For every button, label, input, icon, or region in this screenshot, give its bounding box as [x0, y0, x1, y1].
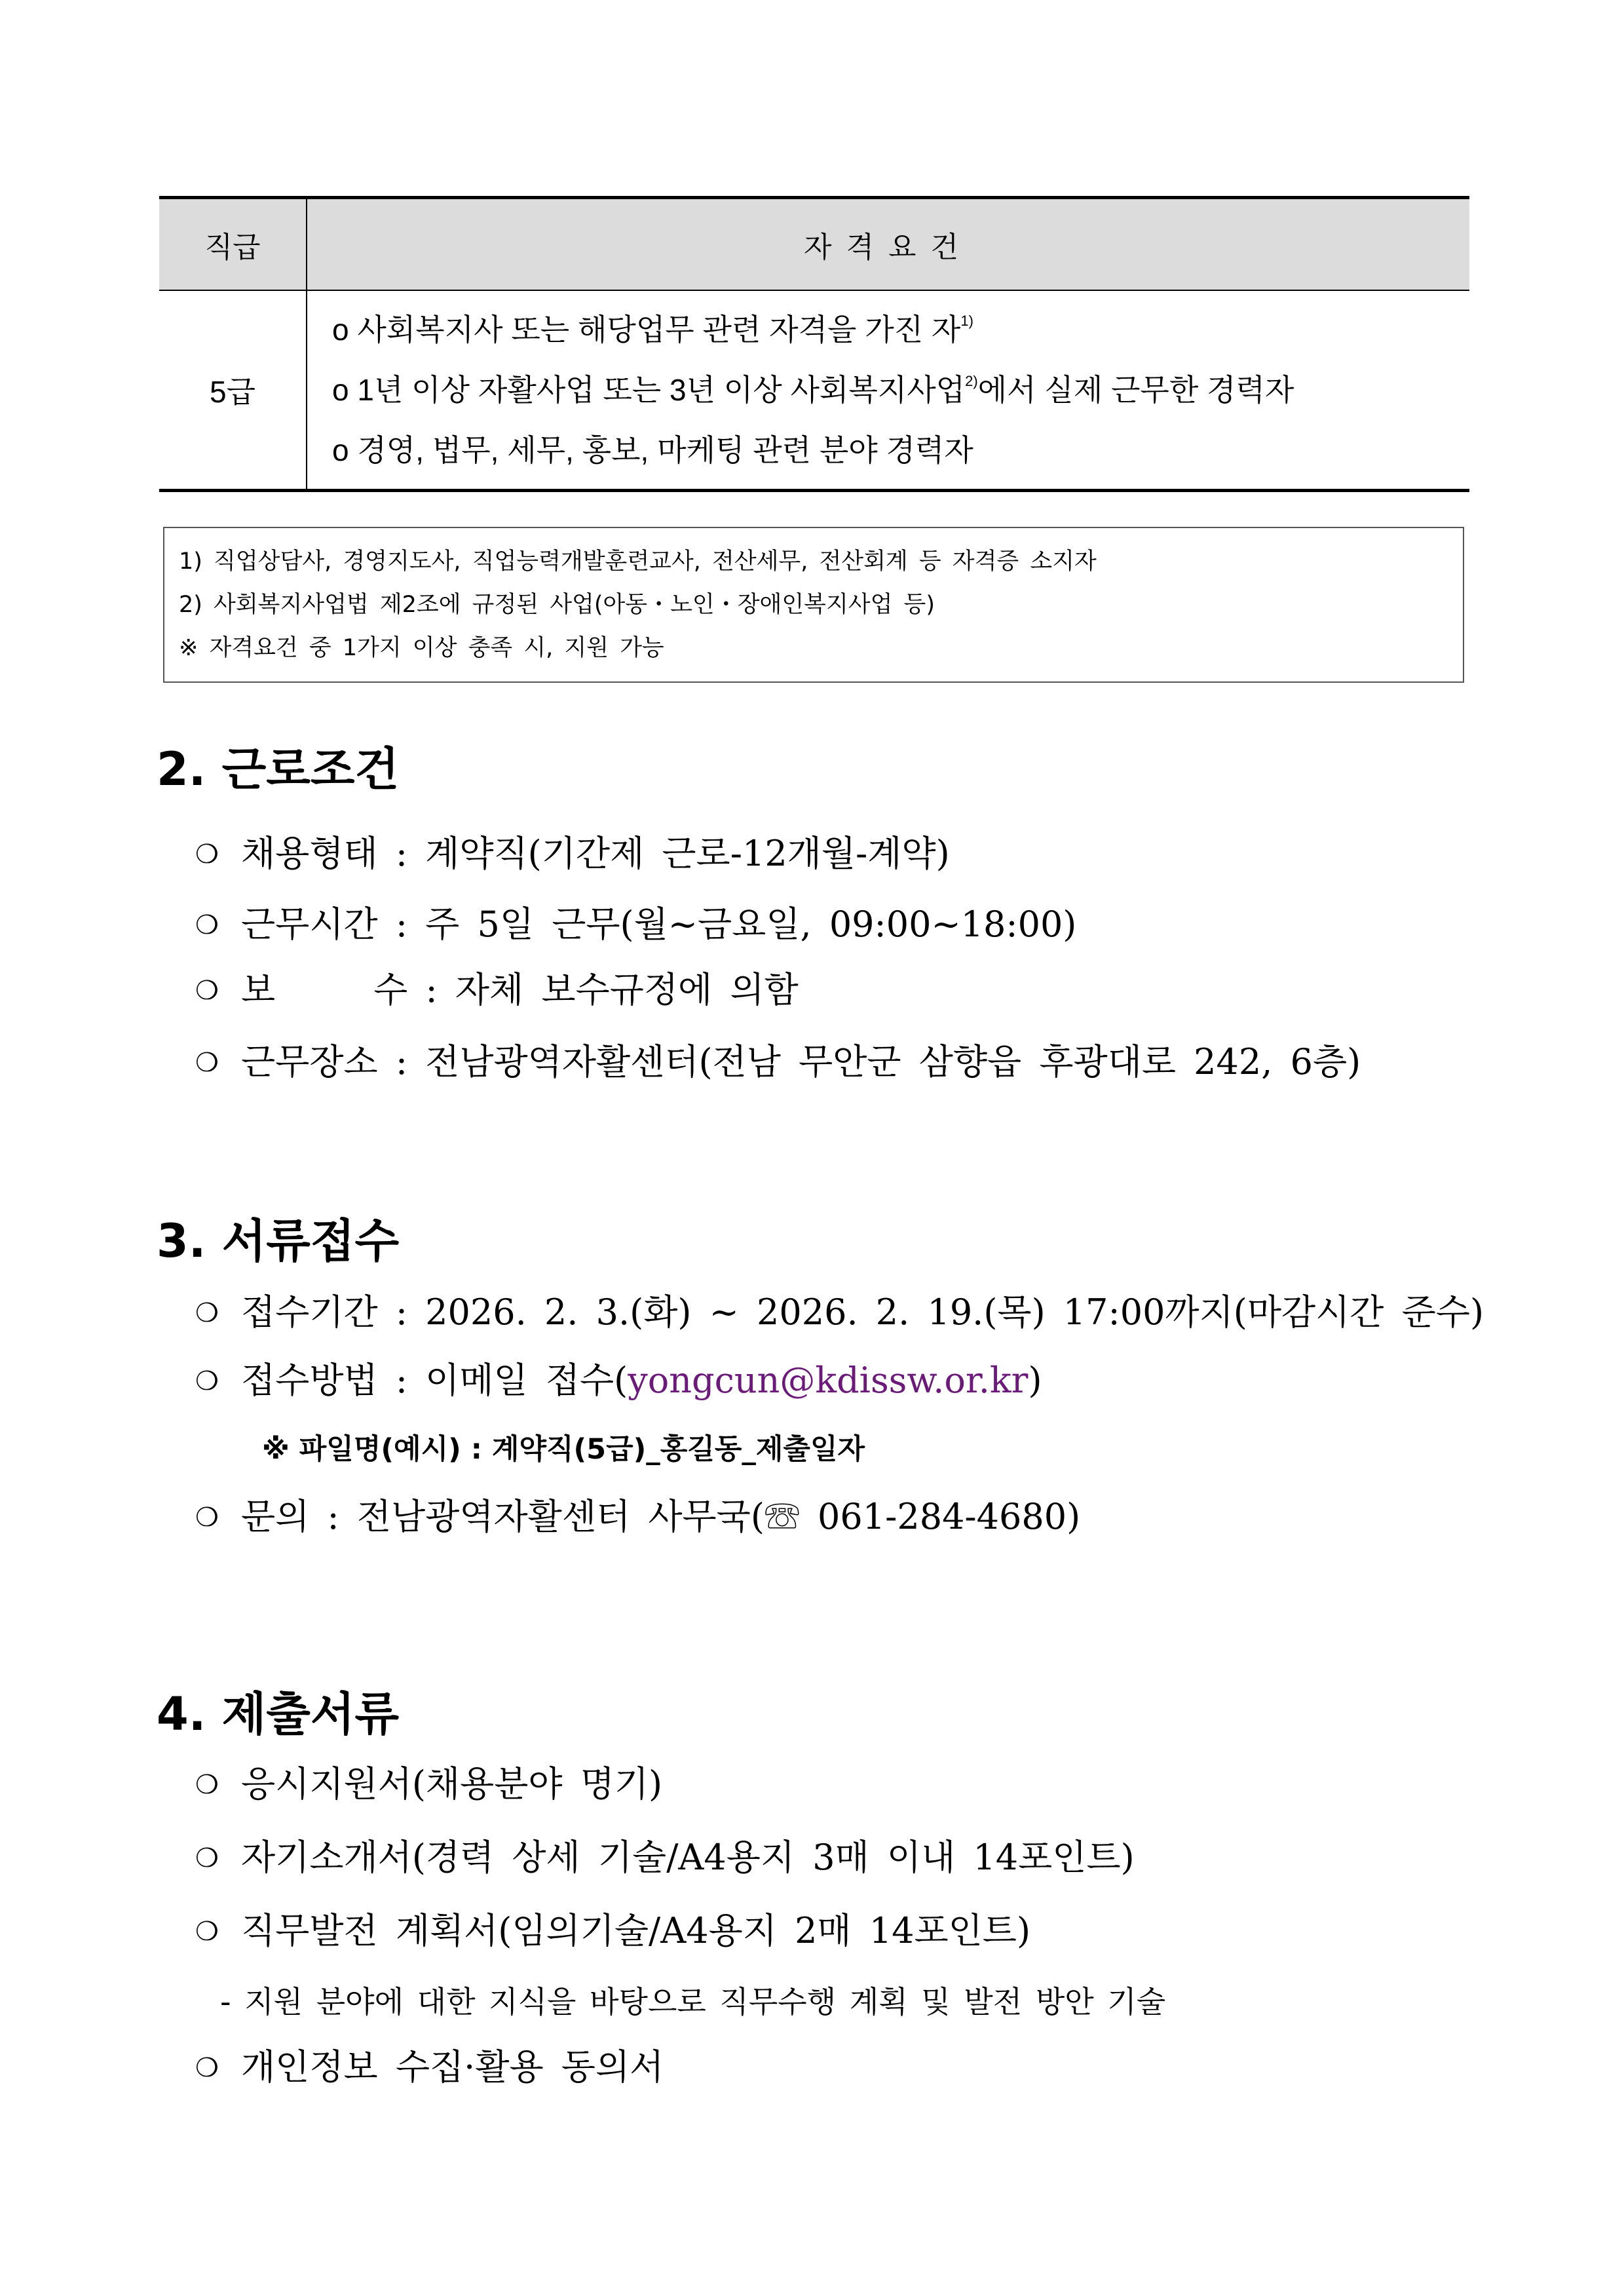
- list-item: [195, 1761, 662, 1808]
- footnote-ref: 2): [965, 373, 978, 389]
- list-item: [195, 1290, 1484, 1336]
- table-row: [159, 290, 1469, 491]
- requirement-item: [332, 360, 1469, 420]
- item-label: 수: [373, 969, 408, 1010]
- item-text: 개인정보 수집·활용 동의서: [241, 2046, 664, 2088]
- circle-bullet-icon: ❍: [195, 1298, 219, 1328]
- header-grade: 직급: [159, 198, 307, 291]
- list-item: [195, 1039, 1361, 1086]
- item-text: : 자체 보수규정에 의함: [425, 969, 799, 1010]
- circle-bullet-icon: ❍: [195, 2053, 219, 2083]
- section-heading-working-conditions: 2. 근로조건: [157, 742, 400, 796]
- circle-bullet-icon: ❍: [195, 1770, 219, 1800]
- item-text: 근무시간 : 주 5일 근무(월~금요일, 09:00~18:00): [241, 904, 1077, 945]
- list-item: [195, 1908, 1030, 1955]
- file-name-note: ※ 파일명(예시) : 계약직(5급)_홍길동_제출일자: [262, 1433, 865, 1466]
- item-text: 자기소개서(경력 상세 기술/A4용지 3매 이내 14포인트): [241, 1837, 1135, 1878]
- sub-item: - 지원 분야에 대한 지식을 바탕으로 직무수행 계획 및 발전 방안 기술: [220, 1984, 1166, 2019]
- requirement-text: 경영, 법무, 세무, 홍보, 마케팅 관련 분야 경력자: [357, 433, 973, 467]
- list-item: [195, 1358, 1042, 1404]
- circle-bullet-icon: ❍: [195, 1917, 219, 1947]
- list-item: [195, 902, 1076, 948]
- notes-box: [163, 527, 1464, 683]
- footnote-ref: 1): [960, 313, 973, 329]
- circle-bullet-icon: ❍: [195, 1366, 219, 1396]
- item-text: 채용형태 : 계약직(기간제 근로-12개월-계약): [241, 833, 950, 874]
- email-link[interactable]: yongcun@kdissw.or.kr: [628, 1360, 1029, 1401]
- bullet: o: [332, 433, 349, 467]
- circle-bullet-icon: ❍: [195, 910, 219, 940]
- circle-bullet-icon: ❍: [195, 976, 219, 1006]
- requirement-text-after: 에서 실제 근무한 경력자: [977, 373, 1294, 407]
- bullet: o: [332, 313, 349, 347]
- note-line: 2) 사회복지사업법 제2조에 규정된 사업(아동・노인・장애인복지사업 등): [179, 592, 935, 618]
- section-heading-required-documents: 4. 제출서류: [157, 1687, 400, 1741]
- list-item: [195, 2044, 664, 2091]
- circle-bullet-icon: ❍: [195, 1843, 219, 1873]
- requirements-cell: [307, 290, 1469, 491]
- list-item: [195, 1835, 1135, 1881]
- item-text: 접수방법 : 이메일 접수(: [241, 1360, 628, 1401]
- bullet: o: [332, 373, 349, 407]
- item-text: 직무발전 계획서(임의기술/A4용지 2매 14포인트): [241, 1910, 1031, 1951]
- list-item: [195, 831, 950, 877]
- list-item: [195, 1494, 1080, 1540]
- requirement-item: [332, 299, 1469, 360]
- header-requirements: 자격요건: [307, 198, 1469, 291]
- note-line: 1) 직업상담사, 경영지도사, 직업능력개발훈련교사, 전산세무, 전산회계 등 자격증 소지자: [179, 548, 1097, 575]
- item-text: 접수기간 : 2026. 2. 3.(화) ~ 2026. 2. 19.(목) 17:00까지(마감시간 준수): [241, 1292, 1484, 1333]
- section-heading-document-receipt: 3. 서류접수: [157, 1214, 400, 1268]
- item-text: ): [1028, 1360, 1042, 1401]
- requirement-text: 1년 이상 자활사업 또는 3년 이상 사회복지사업: [357, 373, 966, 407]
- note-line: ※ 자격요건 중 1가지 이상 충족 시, 지원 가능: [179, 635, 664, 661]
- item-text: 응시지원서(채용분야 명기): [241, 1763, 663, 1805]
- table-header-row: [159, 198, 1469, 291]
- item-text: 문의 : 전남광역자활센터 사무국(☏ 061-284-4680): [241, 1496, 1081, 1537]
- list-item: [195, 967, 799, 1014]
- qualification-table: [159, 196, 1469, 492]
- grade-cell: 5급: [159, 290, 307, 491]
- circle-bullet-icon: ❍: [195, 1502, 219, 1533]
- item-label: 보: [241, 969, 276, 1010]
- circle-bullet-icon: ❍: [195, 1048, 219, 1078]
- requirement-text: 사회복지사 또는 해당업무 관련 자격을 가진 자: [357, 313, 961, 347]
- item-text: 근무장소 : 전남광역자활센터(전남 무안군 삼향읍 후광대로 242, 6층): [241, 1041, 1361, 1082]
- requirement-item: [332, 420, 1469, 480]
- circle-bullet-icon: ❍: [195, 839, 219, 870]
